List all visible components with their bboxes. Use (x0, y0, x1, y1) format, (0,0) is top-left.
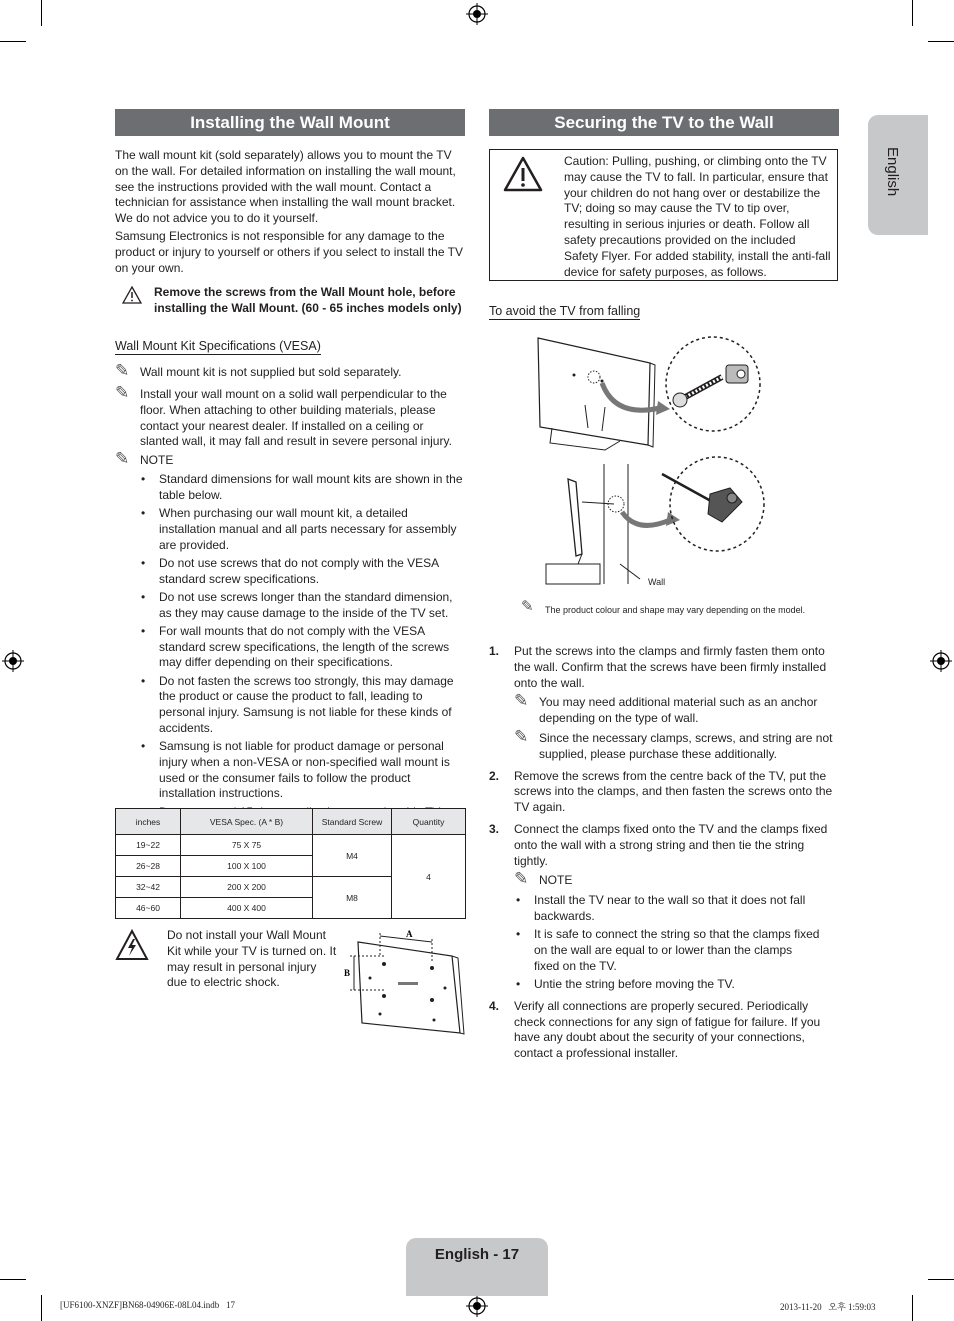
caution-triangle-icon (503, 156, 543, 192)
diagram-label-b: B (344, 968, 351, 978)
list-item: • Untie the string before moving the TV. (514, 977, 820, 993)
page-number-tab (406, 1238, 548, 1296)
table-cell: 46~60 (116, 898, 181, 919)
spec-heading: Wall Mount Kit Specifications (VESA) (115, 339, 321, 353)
registration-mark-top (466, 3, 488, 25)
pencil-icon: ✎ (115, 383, 130, 402)
language-tab-label: English (884, 147, 901, 197)
wall-label: Wall (648, 577, 666, 587)
pencil-icon: ✎ (115, 361, 130, 380)
left-bullet-list (139, 472, 465, 823)
table-cell: 400 X 400 (181, 898, 313, 919)
right-section-title: Securing the TV to the Wall (489, 109, 839, 136)
list-item: • Do not use screws that do not comply with the VESA standard screw specifications. (139, 556, 465, 588)
caution-body: : Pulling, pushing, or climbing onto the TV may cause the TV to fall. In particular, ensure that your children do not hang over or destabilize the TV; doing so may cause the TV to tip over, resulting in serious injuries or death. Follow all safety precautions provided on the included Safety Flyer. For added stability, install the anti-fall device for safety purposes, as follows. (564, 154, 831, 279)
tv-wall-string-illustration (542, 454, 772, 589)
table-header: Quantity (392, 809, 466, 835)
pencil-icon: ✎ (514, 726, 529, 746)
list-item: • For wall mounts that do not comply with the VESA standard screw specifications, the length of the screws may differ depending on their specifications. (139, 624, 465, 671)
page-number: English - 17 (434, 1246, 520, 1263)
table-cell: 19~22 (116, 835, 181, 856)
left-section-title: Installing the Wall Mount (115, 109, 465, 136)
table-cell: 26~28 (116, 856, 181, 877)
table-header: inches (116, 809, 181, 835)
registration-mark-left (2, 650, 24, 672)
table-header: VESA Spec. (A * B) (181, 809, 313, 835)
step-3: 3. Connect the clamps fixed onto the TV and the clamps fixed onto the wall with a strong string and then tie the string tightly. ✎ NOTE • Install the TV near to the wall so that it does not fall backwards. • It is safe to connect the string so that the clamps fixed on the wall are equal to or lower than the clamps fixed on the TV. • Untie the string before moving the TV. (489, 822, 839, 993)
footer-file-info: [UF6100-XNZF]BN68-04906E-08L04.indb 17 (60, 1300, 235, 1310)
avoid-falling-heading: To avoid the TV from falling (489, 304, 641, 318)
list-item: • Install the TV near to the wall so that it does not fall backwards. (514, 893, 820, 925)
table-cell: M4 (313, 835, 392, 877)
table-cell: 4 (392, 835, 466, 919)
table-cell: 75 X 75 (181, 835, 313, 856)
caution-text (564, 154, 832, 280)
list-item: • Do not use screws longer than the standard dimension, as they may cause damage to the inside of the TV set. (139, 590, 465, 622)
pencil-icon: ✎ (514, 691, 529, 711)
image-note: ✎ The product colour and shape may vary depending on the model. (521, 598, 806, 615)
note-solid-wall: ✎ Install your wall mount on a solid wall perpendicular to the floor. When attaching to other building materials, please contact your nearest dealer. If installed on a ceiling or slanted wall, it may fall and result in severe personal injury. (115, 383, 452, 449)
note-sold-separately: ✎ Wall mount kit is not supplied but sold separately. (115, 361, 402, 380)
list-item: • Do not fasten the screws too strongly, this may damage the product or cause the product to fall, leading to personal injury. Samsung is not liable for these kinds of accidents. (139, 674, 465, 737)
shock-warning-text: Do not install your Wall Mount Kit while your TV is turned on. It may result in personal injury due to electric shock. (167, 928, 337, 990)
steps-list (489, 644, 839, 1068)
language-tab (868, 115, 928, 235)
step-4: 4. Verify all connections are properly secured. Periodically check connections for any sign of fatigue for failure. If you have any doubt about the security of your connections, contact a professional installer. (489, 998, 821, 1061)
vesa-spec-table (115, 808, 466, 919)
registration-mark-bottom (466, 1295, 488, 1317)
step-2: 2. Remove the screws from the centre back of the TV, put the screws into the clamps, and then fasten the screws onto the TV again. (489, 768, 833, 815)
list-item: • Standard dimensions for wall mount kits are shown in the table below. (139, 472, 465, 504)
table-cell: 100 X 100 (181, 856, 313, 877)
warning-remove-screws: Remove the screws from the Wall Mount hole, before installing the Wall Mount. (60 - 65 inches models only) (154, 285, 462, 315)
intro-paragraph-1: The wall mount kit (sold separately) allows you to mount the TV on the wall. For detailed information on installing the wall mount, see the instructions provided with the wall mount. Contact a technician for assistance when installing the wall mount bracket. We do not advice you to do it yourself. (115, 148, 456, 226)
registration-mark-right (930, 650, 952, 672)
warning-triangle-icon (122, 286, 142, 304)
electric-shock-warning-icon (115, 929, 149, 961)
wall-mount-diagram (340, 928, 465, 1038)
table-cell: M8 (313, 877, 392, 919)
list-item: • Samsung is not liable for product damage or personal injury when a non-VESA or non-specified wall mount is used or the consumer fails to follow the product installation instructions. (139, 739, 465, 802)
step-1-note-2: ✎ Since the necessary clamps, screws, and string are not supplied, please purchase these additionally. (514, 726, 833, 761)
pencil-icon: ✎ (514, 869, 529, 889)
tv-screw-clamp-illustration (530, 333, 770, 453)
step-1: 1. Put the screws into the clamps and firmly fasten them onto the wall. Confirm that the screws have been firmly installed onto the wall. ✎ You may need additional material such as an anchor depending on the type of wall. ✎ Since the necessary clamps, screws, and string are not supplied, please purchase these additionally. (489, 644, 839, 763)
table-cell: 200 X 200 (181, 877, 313, 898)
list-item: • It is safe to connect the string so that the clamps fixed on the wall are equal to or lower than the clamps fixed on the TV. (514, 927, 820, 974)
note-label-row: ✎ NOTE (115, 449, 174, 468)
intro-paragraph-2: Samsung Electronics is not responsible for any damage to the product or injury to yourself or others if you select to install the TV on your own. (115, 229, 463, 275)
step-3-note-label: ✎ NOTE (514, 869, 573, 889)
diagram-label-a: A (406, 929, 413, 939)
footer-timestamp: 2013-11-20 오후 1:59:03 (780, 1302, 876, 1312)
pencil-icon: ✎ (115, 449, 130, 468)
table-header: Standard Screw (313, 809, 392, 835)
step-3-bullets (514, 893, 820, 993)
table-cell: 32~42 (116, 877, 181, 898)
step-1-note-1: ✎ You may need additional material such as an anchor depending on the type of wall. (514, 691, 818, 726)
list-item: • When purchasing our wall mount kit, a detailed installation manual and all parts necessary for assembly are provided. (139, 506, 465, 553)
pencil-icon: ✎ (521, 598, 534, 615)
caution-label: Caution (564, 154, 606, 168)
